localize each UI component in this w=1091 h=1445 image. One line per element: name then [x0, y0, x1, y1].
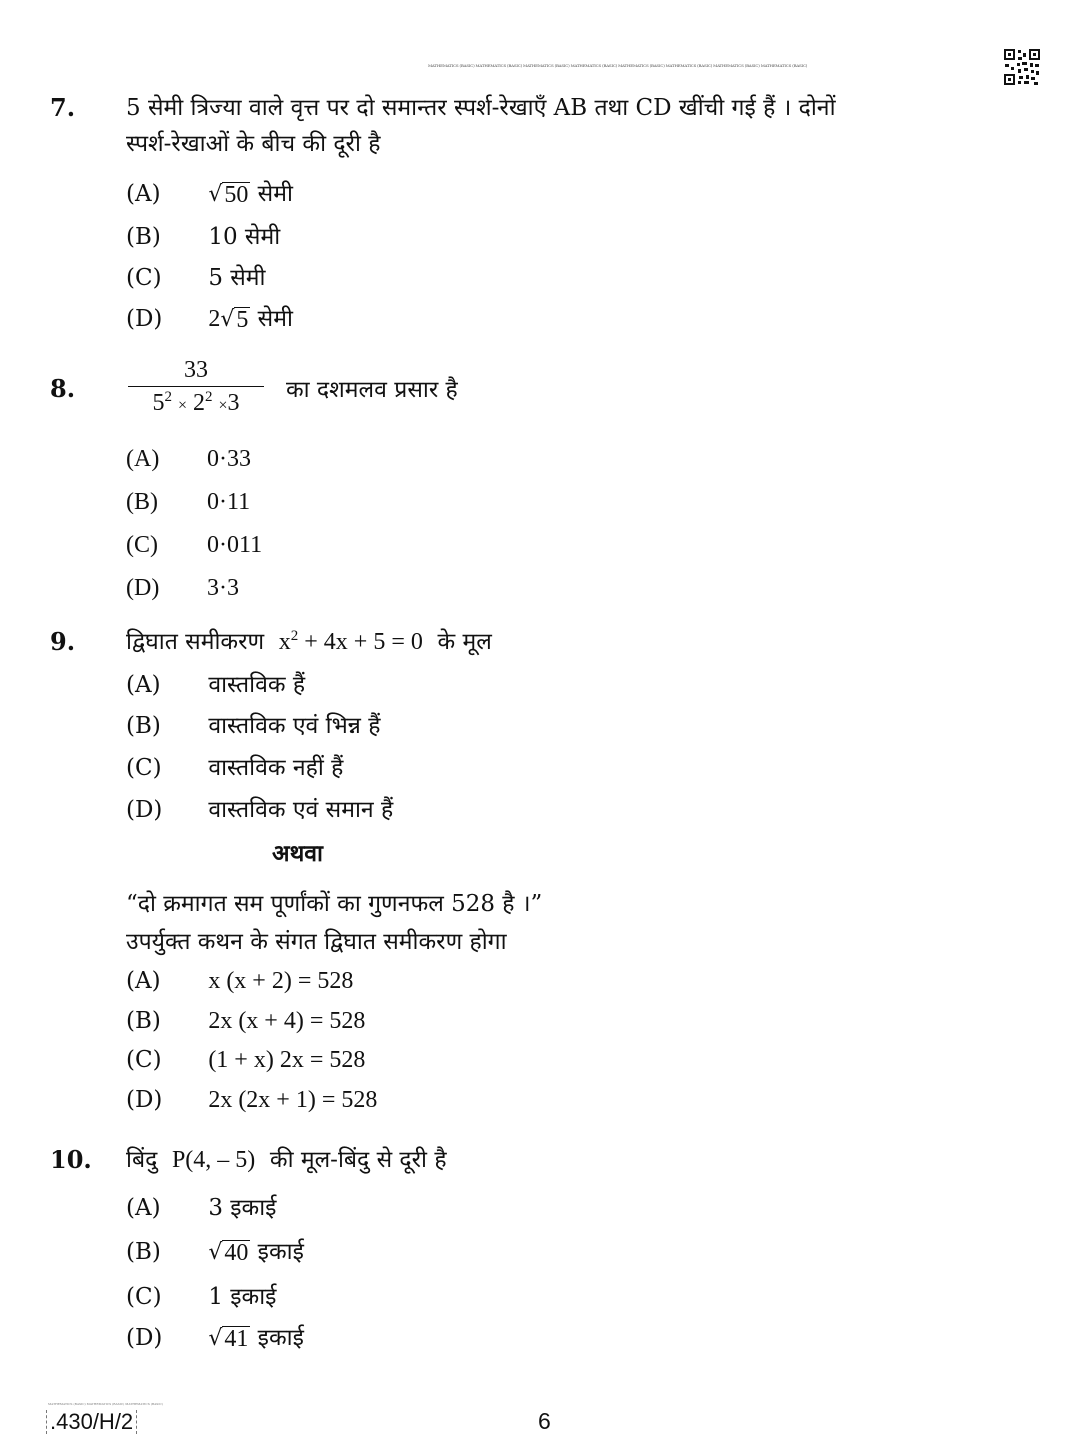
- question-10-option-b[interactable]: [126, 1234, 304, 1266]
- question-7-text-line2: स्पर्श-रेखाओं के बीच की दूरी है: [126, 131, 381, 157]
- option-text: 0·11: [207, 489, 251, 515]
- option-text: 0·011: [207, 532, 263, 558]
- option-label: (A): [126, 968, 161, 994]
- question-9-alt-option-a[interactable]: [126, 968, 353, 995]
- question-7-option-c[interactable]: [126, 260, 266, 292]
- question-7-option-b[interactable]: [126, 219, 280, 251]
- option-text: 0·33: [207, 446, 251, 472]
- option-label: (C): [126, 1284, 162, 1310]
- option-text: 3 इकाई: [208, 1195, 277, 1221]
- question-8-option-a[interactable]: [126, 446, 251, 473]
- option-label: (A): [126, 1195, 161, 1221]
- question-9-number: 9.: [50, 627, 76, 656]
- option-label: (D): [126, 1325, 163, 1351]
- question-8-text: का दशमलव प्रसार है: [286, 377, 458, 403]
- option-label: (D): [126, 306, 163, 332]
- option-label: (C): [126, 755, 162, 781]
- question-9-option-b[interactable]: [126, 708, 380, 740]
- qr-code-icon: [1003, 48, 1041, 86]
- option-text: 2x (x + 4) = 528: [208, 1008, 366, 1034]
- question-9-alt-text: [126, 885, 986, 961]
- option-text: वास्तविक एवं भिन्न हैं: [208, 713, 381, 739]
- option-text: वास्तविक नहीं हैं: [208, 755, 344, 781]
- option-label: (D): [126, 575, 160, 601]
- option-text: x (x + 2) = 528: [208, 968, 354, 994]
- option-text: 1 इकाई: [208, 1284, 277, 1310]
- option-label: (D): [126, 1087, 163, 1113]
- option-label: (B): [126, 1239, 161, 1265]
- question-10-option-d[interactable]: [126, 1320, 304, 1352]
- fraction-expression: [128, 357, 264, 417]
- question-9-text: द्विघात समीकरण $x^2 + 4x + 5 = 0$ के मूल: [126, 628, 492, 655]
- question-10-number: 10.: [50, 1145, 92, 1174]
- option-text: (1 + x) 2x = 528: [208, 1047, 366, 1073]
- option-text: वास्तविक हैं: [208, 672, 306, 698]
- option-text: 5 सेमी: [208, 265, 266, 291]
- question-9-alt-line2: उपर्युक्त कथन के संगत द्विघात समीकरण होगा: [126, 929, 507, 955]
- option-label: (B): [126, 713, 161, 739]
- question-9-option-d[interactable]: [126, 792, 393, 824]
- header-security-microtext: MATHEMATICS (BASIC) MATHEMATICS (BASIC) MATHEMATICS (BASIC) MATHEMATICS (BASIC) MATHEMATICS (BASIC) MATHEMATICS (BASIC) MATHEMATICS (BASIC) MATHEMATICS (BASIC): [428, 63, 808, 68]
- sqrt-expression: √ 5: [220, 307, 249, 333]
- option-label: (C): [126, 532, 158, 558]
- question-7-text: [126, 90, 986, 162]
- option-text: 10 सेमी: [208, 224, 281, 250]
- option-unit: इकाई: [257, 1325, 304, 1351]
- option-label: (C): [126, 1047, 162, 1073]
- option-label: (C): [126, 265, 162, 291]
- footer-security-microtext: MATHEMATICS (BASIC) MATHEMATICS (BASIC) MATHEMATICS (BASIC): [48, 1402, 163, 1406]
- question-9-alt-option-c[interactable]: [126, 1047, 365, 1074]
- option-text: 2x (2x + 1) = 528: [208, 1087, 378, 1113]
- option-label: (D): [126, 797, 163, 823]
- question-9-option-a[interactable]: [126, 667, 305, 699]
- or-divider-label: अथवा: [272, 840, 324, 867]
- question-9-alt-line1: “दो क्रमागत सम पूर्णांकों का गुणनफल 528 है ।”: [126, 891, 543, 917]
- fraction-numerator: 33: [128, 357, 264, 387]
- option-label: (B): [126, 489, 158, 515]
- question-10-text: बिंदु P(4, – 5) की मूल-बिंदु से दूरी है: [126, 1147, 447, 1173]
- question-8-number: 8.: [50, 374, 76, 403]
- option-unit: सेमी: [257, 181, 293, 207]
- question-9-alt-option-b[interactable]: [126, 1008, 365, 1035]
- option-text: वास्तविक एवं समान हैं: [208, 797, 394, 823]
- question-10-option-a[interactable]: [126, 1190, 276, 1222]
- sqrt-expression: √ 40: [208, 1240, 249, 1266]
- sqrt-expression: √ 50: [208, 182, 249, 208]
- point-coordinates: P(4, – 5): [171, 1147, 256, 1173]
- question-8-option-b[interactable]: [126, 489, 250, 516]
- question-7-number: 7.: [50, 93, 76, 122]
- question-7-text-line1: 5 सेमी त्रिज्या वाले वृत्त पर दो समान्तर स्पर्श-रेखाएँ AB तथा CD खींची गई हैं । दोनों: [126, 95, 836, 121]
- question-9-option-c[interactable]: [126, 750, 343, 782]
- page-number: 6: [538, 1408, 551, 1434]
- fraction-denominator: $5^2 \times 2^2 \times 3$: [152, 389, 240, 416]
- option-unit: सेमी: [257, 306, 293, 332]
- quadratic-equation: $x^2 + 4x + 5 = 0$: [278, 628, 423, 655]
- option-text: 3·3: [207, 575, 239, 601]
- question-7-option-d[interactable]: [126, 301, 293, 333]
- coefficient: 2: [208, 306, 221, 332]
- option-label: (A): [126, 672, 161, 698]
- option-label: (A): [126, 446, 160, 472]
- sqrt-expression: √ 41: [208, 1326, 249, 1352]
- paper-code: .430/H/2: [46, 1410, 137, 1434]
- question-10-option-c[interactable]: [126, 1279, 276, 1311]
- question-8-option-d[interactable]: [126, 575, 239, 602]
- option-label: (B): [126, 1008, 161, 1034]
- option-label: (B): [126, 224, 161, 250]
- option-unit: इकाई: [257, 1239, 304, 1265]
- question-9-alt-option-d[interactable]: [126, 1087, 377, 1114]
- question-8-option-c[interactable]: [126, 532, 262, 559]
- option-label: (A): [126, 181, 161, 207]
- question-7-option-a[interactable]: [126, 176, 293, 208]
